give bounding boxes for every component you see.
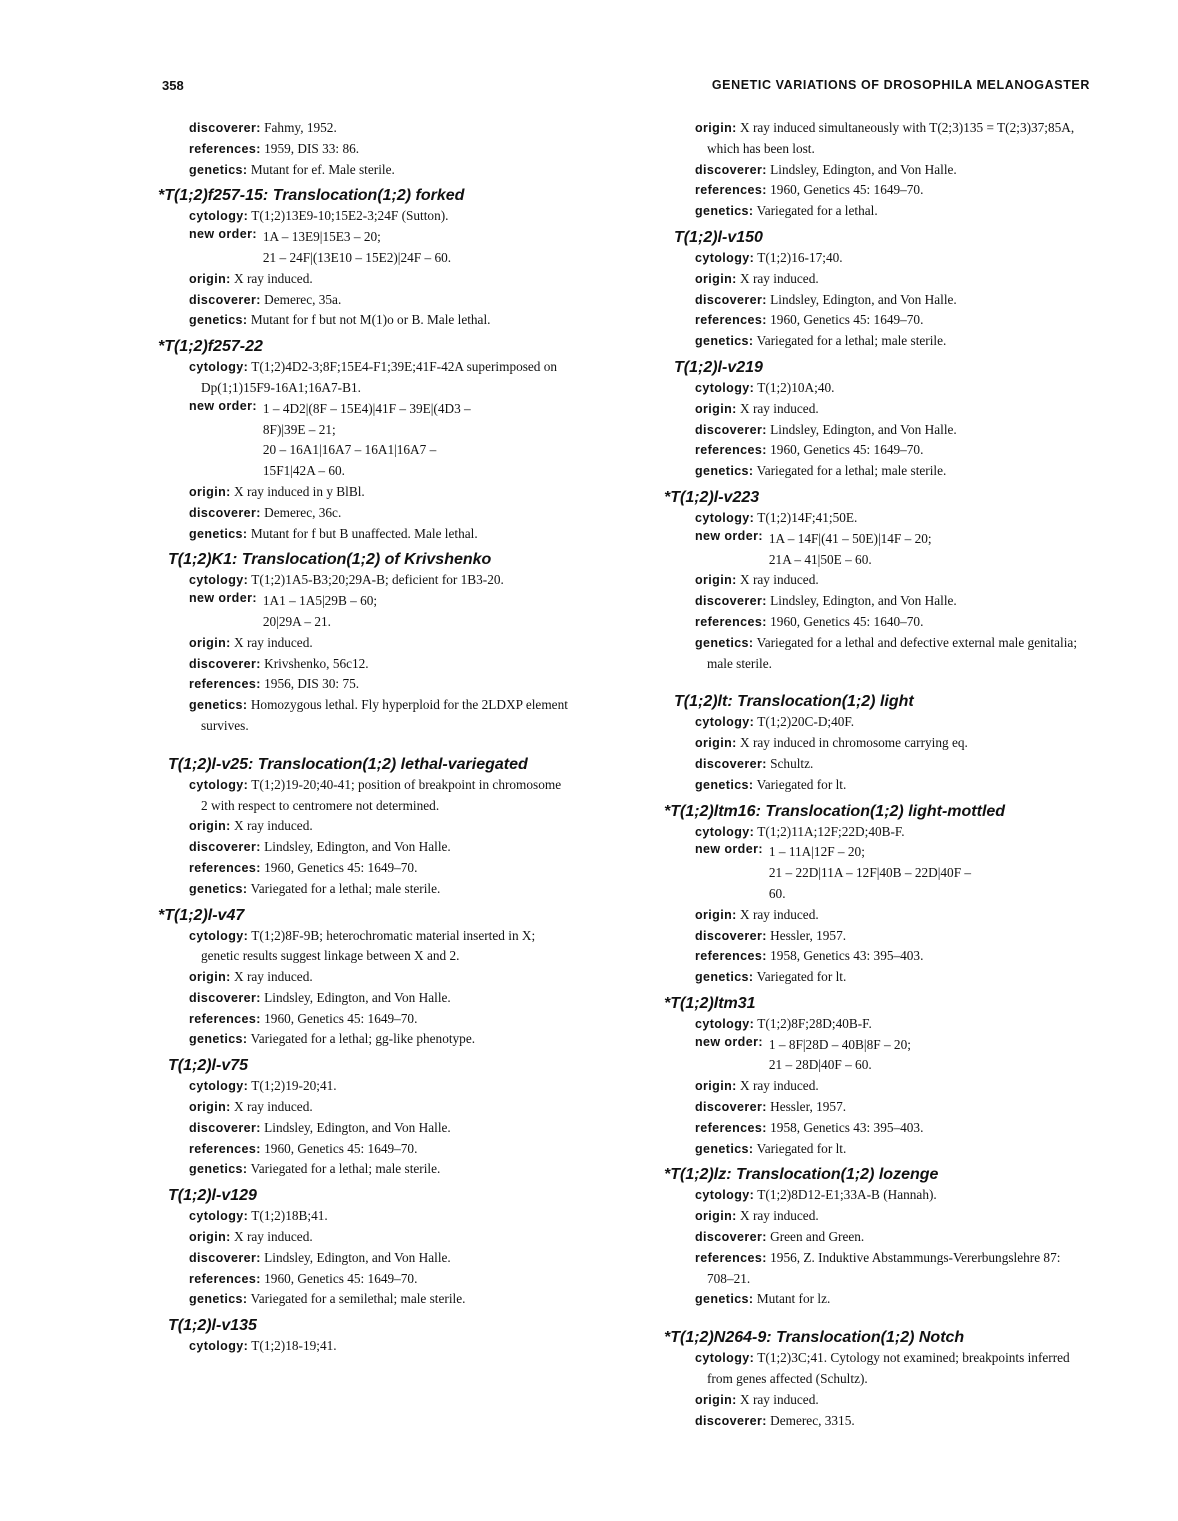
field-new-order: new order: 1 – 8F|28D – 40B|8F – 20; 21 – 28D|40F – 60. (695, 1034, 911, 1073)
field-new-order: new order: 1A1 – 1A5|29B – 60; 20|29A – 21. (189, 591, 378, 629)
field-discoverer: discoverer: Lindsley, Edington, and Von Halle. (189, 1119, 451, 1135)
field-genetics: genetics: Variegated for a semilethal; male sterile. (189, 1291, 466, 1307)
field-discoverer: discoverer: Schultz. (695, 755, 814, 771)
field-new-order: new order: 1 – 11A|12F – 20; 21 – 22D|11A – 12F|40B – 22D|40F – 60. (695, 842, 972, 901)
field-references: references: 1958, Genetics 43: 395–403. (695, 948, 924, 964)
field-origin: origin: X ray induced. (695, 1391, 819, 1407)
field-discoverer: discoverer: Demerec, 35a. (189, 291, 342, 307)
field-cytology: cytology: T(1;2)11A;12F;22D;40B-F. (695, 823, 905, 839)
entry-title: *T(1;2)N264-9: Translocation(1;2) Notch (664, 1329, 965, 1347)
page-number: 358 (162, 78, 184, 93)
field-origin: origin: X ray induced. (695, 400, 819, 416)
entry-title: T(1;2)K1: Translocation(1;2) of Krivshenko (168, 551, 492, 569)
field-references: references: 1960, Genetics 45: 1649–70. (695, 442, 924, 458)
entry (158, 336, 568, 544)
field-genetics: genetics: Variegated for a lethal and defective external male genitalia; male sterile. (695, 634, 1078, 671)
entry-title: T(1;2)l-v75 (168, 1057, 249, 1075)
entry-title: *T(1;2)f257-15: Translocation(1;2) forked (158, 187, 465, 205)
entry (664, 993, 1084, 1160)
field-references: references: 1959, DIS 33: 86. (189, 140, 360, 156)
entry (158, 905, 568, 1051)
entry-title: *T(1;2)l-v47 (158, 906, 245, 924)
field-genetics: genetics: Mutant for ef. Male sterile. (189, 161, 395, 177)
entry (158, 185, 568, 331)
field-origin: origin: X ray induced. (695, 1208, 819, 1224)
entry-title: T(1;2)l-v135 (168, 1317, 257, 1335)
field-cytology: cytology: T(1;2)14F;41;50E. (695, 509, 858, 525)
entry-title: T(1;2)l-v129 (168, 1187, 257, 1205)
field-genetics: genetics: Mutant for lz. (695, 1291, 831, 1307)
field-origin: origin: X ray induced in chromosome carrying eq. (695, 735, 968, 751)
field-new-order: new order: 1A – 14F|(41 – 50E)|14F – 20; 21A – 41|50E – 60. (695, 528, 932, 567)
entry (158, 754, 568, 900)
field-discoverer: discoverer: Lindsley, Edington, and Von Halle. (695, 161, 957, 177)
field-references: references: 1956, DIS 30: 75. (189, 676, 360, 692)
entry (664, 691, 1084, 795)
field-references: references: 1956, Z. Induktive Abstammungs-Vererbungslehre 87: 708–21. (695, 1249, 1061, 1286)
field-genetics: genetics: Variegated for lt. (695, 1140, 847, 1156)
field-cytology: cytology: T(1;2)10A;40. (695, 379, 835, 395)
entry (158, 118, 568, 180)
entry (664, 1327, 1084, 1431)
field-cytology: cytology: T(1;2)3C;41. Cytology not examined; breakpoints inferred from genes affected (Schultz). (695, 1350, 1070, 1387)
field-cytology: cytology: T(1;2)8D12-E1;33A-B (Hannah). (695, 1187, 937, 1203)
field-cytology: cytology: T(1;2)18-19;41. (189, 1338, 337, 1354)
entry-title: T(1;2)l-v150 (674, 228, 763, 246)
field-discoverer: discoverer: Lindsley, Edington, and Von Halle. (189, 839, 451, 855)
entry (158, 1315, 568, 1357)
entry (664, 487, 1084, 674)
field-discoverer: discoverer: Lindsley, Edington, and Von Halle. (695, 291, 957, 307)
field-origin: origin: X ray induced. (695, 1078, 819, 1094)
field-new-order: new order: 1 – 4D2|(8F – 15E4)|41F – 39E|(4D3 – 8F)|39E – 21; 20 – 16A1|16A7 – 16A1|16A7 – 15F1|42A – 60. (189, 398, 471, 479)
field-discoverer: discoverer: Hessler, 1957. (695, 1099, 847, 1115)
field-origin: origin: X ray induced. (189, 969, 313, 985)
entry (664, 801, 1084, 988)
running-head: GENETIC VARIATIONS OF DROSOPHILA MELANOGASTER (711, 78, 1090, 92)
field-cytology: cytology: T(1;2)4D2-3;8F;15E4-F1;39E;41F-42A superimposed on Dp(1;1)15F9-16A1;16A7-B1. (189, 359, 558, 395)
entry-title: T(1;2)l-v219 (674, 358, 763, 376)
field-references: references: 1960, Genetics 45: 1649–70. (189, 1010, 418, 1026)
entry-title: *T(1;2)ltm16: Translocation(1;2) light-mottled (664, 802, 1006, 820)
field-genetics: genetics: Variegated for lt. (695, 776, 847, 792)
field-discoverer: discoverer: Lindsley, Edington, and Von Halle. (189, 1249, 451, 1265)
entry-title: *T(1;2)lz: Translocation(1;2) lozenge (664, 1166, 939, 1184)
field-origin: origin: X ray induced. (189, 634, 313, 650)
field-origin: origin: X ray induced simultaneously with T(2;3)135 = T(2;3)37;85A, which has been lost. (695, 120, 1075, 156)
field-cytology: cytology: T(1;2)16-17;40. (695, 249, 843, 265)
left-column (158, 118, 568, 1362)
field-references: references: 1960, Genetics 45: 1649–70. (695, 312, 924, 328)
field-discoverer: discoverer: Demerec, 36c. (189, 504, 342, 520)
field-genetics: genetics: Variegated for lt. (695, 969, 847, 985)
field-discoverer: discoverer: Green and Green. (695, 1229, 865, 1245)
field-discoverer: discoverer: Demerec, 3315. (695, 1412, 855, 1428)
field-references: references: 1960, Genetics 45: 1649–70. (189, 1140, 418, 1156)
field-genetics: genetics: Variegated for a lethal; male sterile. (695, 333, 947, 349)
running-header (162, 78, 1090, 100)
field-origin: origin: X ray induced. (695, 572, 819, 588)
field-origin: origin: X ray induced. (695, 906, 819, 922)
field-new-order: new order: 1A – 13E9|15E3 – 20; 21 – 24F|(13E10 – 15E2)|24F – 60. (189, 227, 452, 265)
field-cytology: cytology: T(1;2)8F-9B; heterochromatic material inserted in X; genetic results suggest linkage between X and 2. (189, 927, 536, 964)
field-discoverer: discoverer: Lindsley, Edington, and Von Halle. (189, 989, 451, 1005)
entry-title: *T(1;2)l-v223 (664, 488, 760, 506)
field-discoverer: discoverer: Lindsley, Edington, and Von Halle. (695, 593, 957, 609)
right-column (664, 118, 1084, 1436)
field-origin: origin: X ray induced. (695, 270, 819, 286)
field-origin: origin: X ray induced in y BlBl. (189, 483, 365, 499)
entry-title: T(1;2)l-v25: Translocation(1;2) lethal-variegated (168, 755, 528, 773)
field-cytology: cytology: T(1;2)13E9-10;15E2-3;24F (Sutton). (189, 208, 449, 224)
field-origin: origin: X ray induced. (189, 1229, 313, 1245)
field-references: references: 1960, Genetics 45: 1649–70. (189, 859, 418, 875)
entry (158, 1055, 568, 1180)
field-genetics: genetics: Homozygous lethal. Fly hyperploid for the 2LDXP element survives. (189, 697, 568, 733)
entry-title: *T(1;2)f257-22 (158, 338, 263, 356)
field-cytology: cytology: T(1;2)8F;28D;40B-F. (695, 1015, 872, 1031)
field-references: references: 1958, Genetics 43: 395–403. (695, 1119, 924, 1135)
field-cytology: cytology: T(1;2)1A5-B3;20;29A-B; deficient for 1B3-20. (189, 572, 504, 588)
field-genetics: genetics: Variegated for a lethal; male sterile. (695, 463, 947, 479)
field-origin: origin: X ray induced. (189, 1099, 313, 1115)
entry (664, 118, 1084, 222)
field-cytology: cytology: T(1;2)18B;41. (189, 1208, 328, 1224)
field-discoverer: discoverer: Hessler, 1957. (695, 927, 847, 943)
field-cytology: cytology: T(1;2)19-20;41. (189, 1078, 337, 1094)
entry (158, 549, 568, 736)
field-origin: origin: X ray induced. (189, 818, 313, 834)
field-references: references: 1960, Genetics 45: 1649–70. (189, 1270, 418, 1286)
field-references: references: 1960, Genetics 45: 1640–70. (695, 613, 924, 629)
entry (664, 1164, 1084, 1310)
entry (664, 357, 1084, 482)
field-genetics: genetics: Variegated for a lethal; male sterile. (189, 880, 441, 896)
field-cytology: cytology: T(1;2)19-20;40-41; position of breakpoint in chromosome 2 with respect to centromere not determined. (189, 776, 562, 813)
field-genetics: genetics: Mutant for f but B unaffected. Male lethal. (189, 525, 478, 541)
field-origin: origin: X ray induced. (189, 270, 313, 286)
field-genetics: genetics: Mutant for f but not M(1)o or B. Male lethal. (189, 312, 491, 328)
field-discoverer: discoverer: Fahmy, 1952. (189, 120, 337, 135)
field-genetics: genetics: Variegated for a lethal. (695, 203, 878, 219)
field-discoverer: discoverer: Krivshenko, 56c12. (189, 655, 369, 671)
entry-title: *T(1;2)ltm31 (664, 994, 756, 1012)
entry (158, 1185, 568, 1310)
field-references: references: 1960, Genetics 45: 1649–70. (695, 182, 924, 198)
entry (664, 227, 1084, 352)
entry-title: T(1;2)lt: Translocation(1;2) light (674, 693, 914, 711)
field-genetics: genetics: Variegated for a lethal; male sterile. (189, 1161, 441, 1177)
field-cytology: cytology: T(1;2)20C-D;40F. (695, 714, 855, 730)
field-genetics: genetics: Variegated for a lethal; gg-like phenotype. (189, 1031, 476, 1047)
field-discoverer: discoverer: Lindsley, Edington, and Von Halle. (695, 421, 957, 437)
